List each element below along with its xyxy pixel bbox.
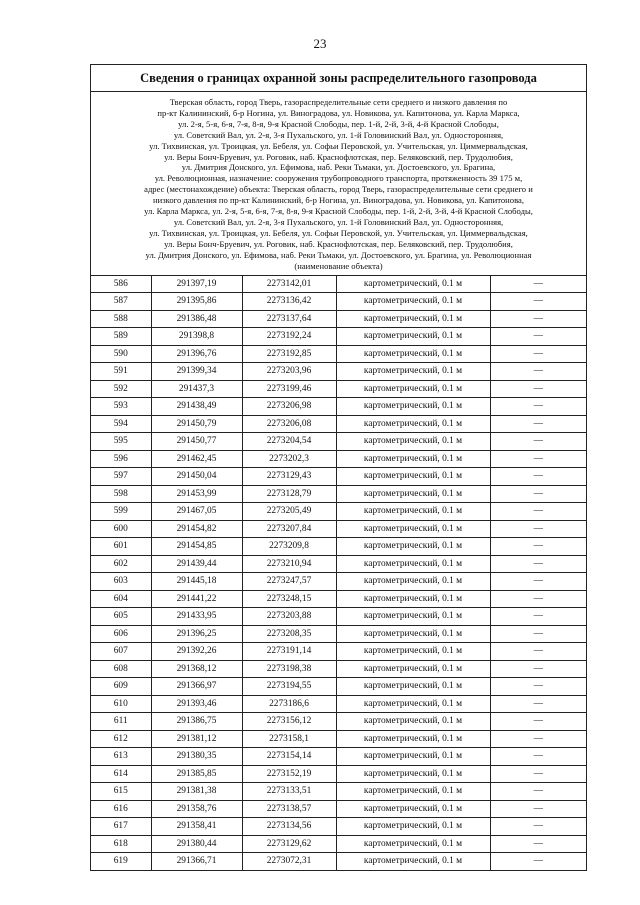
point-number-cell: 618 [91,835,151,853]
point-number-cell: 604 [91,590,151,608]
y-coordinate-cell: 2273208,35 [242,625,336,643]
y-coordinate-cell: 2273198,38 [242,660,336,678]
x-coordinate-cell: 291395,86 [151,293,242,311]
point-number-cell: 609 [91,678,151,696]
point-number-cell: 600 [91,520,151,538]
description-cell: — [490,380,586,398]
table-row [91,695,586,713]
table-row [91,485,586,503]
point-number-cell: 590 [91,345,151,363]
y-coordinate-cell: 2273204,54 [242,433,336,451]
description-cell: — [490,276,586,293]
accuracy-method-cell: картометрический, 0.1 м [336,380,490,398]
y-coordinate-cell: 2273156,12 [242,713,336,731]
point-number-cell: 586 [91,276,151,293]
description-cell: — [490,800,586,818]
object-description [91,92,586,276]
description-cell: — [490,660,586,678]
point-number-cell: 606 [91,625,151,643]
table-row [91,503,586,521]
table-row [91,783,586,801]
accuracy-method-cell: картометрический, 0.1 м [336,485,490,503]
x-coordinate-cell: 291396,25 [151,625,242,643]
table-row [91,538,586,556]
description-cell: — [490,695,586,713]
point-number-cell: 611 [91,713,151,731]
description-cell: — [490,608,586,626]
y-coordinate-cell: 2273072,31 [242,853,336,870]
table-row [91,573,586,591]
point-number-cell: 593 [91,398,151,416]
y-coordinate-cell: 2273138,57 [242,800,336,818]
description-line: адрес (местонахождение) объекта: Тверская область, город Тверь, газораспределительные сети среднего и [144,184,533,195]
x-coordinate-cell: 291358,76 [151,800,242,818]
accuracy-method-cell: картометрический, 0.1 м [336,748,490,766]
accuracy-method-cell: картометрический, 0.1 м [336,328,490,346]
x-coordinate-cell: 291393,46 [151,695,242,713]
point-number-cell: 605 [91,608,151,626]
description-cell: — [490,555,586,573]
table-row [91,730,586,748]
y-coordinate-cell: 2273152,19 [242,765,336,783]
y-coordinate-cell: 2273210,94 [242,555,336,573]
x-coordinate-cell: 291366,97 [151,678,242,696]
accuracy-method-cell: картометрический, 0.1 м [336,730,490,748]
x-coordinate-cell: 291450,04 [151,468,242,486]
table-row [91,643,586,661]
y-coordinate-cell: 2273203,96 [242,363,336,381]
description-cell: — [490,783,586,801]
table-row [91,380,586,398]
x-coordinate-cell: 291454,85 [151,538,242,556]
table-row [91,415,586,433]
y-coordinate-cell: 2273134,56 [242,818,336,836]
description-line: ул. Веры Бонч-Бруевич, ул. Роговик, наб. Краснофлотская, пер. Беляковский, пер. Трудолюбия, [164,151,513,162]
point-number-cell: 616 [91,800,151,818]
point-number-cell: 587 [91,293,151,311]
table-row [91,800,586,818]
point-number-cell: 612 [91,730,151,748]
boundary-table [90,64,587,871]
x-coordinate-cell: 291445,18 [151,573,242,591]
table-row [91,765,586,783]
x-coordinate-cell: 291381,12 [151,730,242,748]
description-cell: — [490,678,586,696]
accuracy-method-cell: картометрический, 0.1 м [336,643,490,661]
table-row [91,608,586,626]
x-coordinate-cell: 291439,44 [151,555,242,573]
y-coordinate-cell: 2273136,42 [242,293,336,311]
table-row [91,748,586,766]
accuracy-method-cell: картометрический, 0.1 м [336,695,490,713]
description-cell: — [490,590,586,608]
description-line: ул. Веры Бонч-Бруевич, ул. Роговик, наб. Краснофлотская, пер. Беляковский, пер. Трудолюбия, [164,238,513,249]
description-cell: — [490,450,586,468]
accuracy-method-cell: картометрический, 0.1 м [336,503,490,521]
x-coordinate-cell: 291396,76 [151,345,242,363]
accuracy-method-cell: картометрический, 0.1 м [336,433,490,451]
y-coordinate-cell: 2273202,3 [242,450,336,468]
point-number-cell: 617 [91,818,151,836]
description-cell: — [490,398,586,416]
table-row [91,310,586,328]
x-coordinate-cell: 291467,05 [151,503,242,521]
y-coordinate-cell: 2273128,79 [242,485,336,503]
accuracy-method-cell: картометрический, 0.1 м [336,398,490,416]
y-coordinate-cell: 2273129,62 [242,835,336,853]
accuracy-method-cell: картометрический, 0.1 м [336,415,490,433]
table-row [91,555,586,573]
description-cell: — [490,503,586,521]
description-cell: — [490,853,586,870]
table-row [91,660,586,678]
description-cell: — [490,748,586,766]
table-row [91,625,586,643]
x-coordinate-cell: 291399,34 [151,363,242,381]
description-cell: — [490,818,586,836]
description-cell: — [490,415,586,433]
y-coordinate-cell: 2273206,08 [242,415,336,433]
point-number-cell: 615 [91,783,151,801]
y-coordinate-cell: 2273205,49 [242,503,336,521]
y-coordinate-cell: 2273192,24 [242,328,336,346]
x-coordinate-cell: 291453,99 [151,485,242,503]
point-number-cell: 591 [91,363,151,381]
y-coordinate-cell: 2273129,43 [242,468,336,486]
y-coordinate-cell: 2273142,01 [242,276,336,293]
description-cell: — [490,765,586,783]
point-number-cell: 599 [91,503,151,521]
description-cell: — [490,345,586,363]
accuracy-method-cell: картометрический, 0.1 м [336,538,490,556]
point-number-cell: 601 [91,538,151,556]
table-row [91,433,586,451]
y-coordinate-cell: 2273206,98 [242,398,336,416]
description-cell: — [490,625,586,643]
description-cell: — [490,433,586,451]
description-cell: — [490,538,586,556]
accuracy-method-cell: картометрический, 0.1 м [336,468,490,486]
description-line: ул. Тихвинская, ул. Троицкая, ул. Бебеля, ул. Софьи Перовской, ул. Учительская, ул. Циммервальдская, [149,140,528,151]
table-row [91,345,586,363]
description-cell: — [490,713,586,731]
accuracy-method-cell: картометрический, 0.1 м [336,818,490,836]
point-number-cell: 588 [91,310,151,328]
y-coordinate-cell: 2273247,57 [242,573,336,591]
accuracy-method-cell: картометрический, 0.1 м [336,853,490,870]
point-number-cell: 596 [91,450,151,468]
object-description-lines [94,97,583,261]
y-coordinate-cell: 2273199,46 [242,380,336,398]
description-line: ул. Дмитрия Донского, ул. Ефимова, наб. Реки Тьмаки, ул. Достоевского, ул. Брагина, [181,162,496,173]
table-row [91,713,586,731]
accuracy-method-cell: картометрический, 0.1 м [336,765,490,783]
point-number-cell: 608 [91,660,151,678]
accuracy-method-cell: картометрический, 0.1 м [336,625,490,643]
table-row [91,835,586,853]
description-line: ул. Революционная, назначение: сооружения трубопроводного транспорта, протяженность 39 175 м, [154,173,523,184]
point-number-cell: 613 [91,748,151,766]
description-cell: — [490,468,586,486]
accuracy-method-cell: картометрический, 0.1 м [336,293,490,311]
y-coordinate-cell: 2273186,6 [242,695,336,713]
accuracy-method-cell: картометрический, 0.1 м [336,590,490,608]
description-cell: — [490,328,586,346]
table-title: Сведения о границах охранной зоны распределительного газопровода [91,65,586,92]
accuracy-method-cell: картометрический, 0.1 м [336,835,490,853]
y-coordinate-cell: 2273207,84 [242,520,336,538]
x-coordinate-cell: 291368,12 [151,660,242,678]
x-coordinate-cell: 291454,82 [151,520,242,538]
point-number-cell: 603 [91,573,151,591]
accuracy-method-cell: картометрический, 0.1 м [336,783,490,801]
description-cell: — [490,643,586,661]
accuracy-method-cell: картометрический, 0.1 м [336,573,490,591]
accuracy-method-cell: картометрический, 0.1 м [336,608,490,626]
accuracy-method-cell: картометрический, 0.1 м [336,713,490,731]
accuracy-method-cell: картометрический, 0.1 м [336,660,490,678]
table-row [91,276,586,293]
y-coordinate-cell: 2273137,64 [242,310,336,328]
table-row [91,853,586,870]
table-row [91,818,586,836]
y-coordinate-cell: 2273194,55 [242,678,336,696]
description-line: Тверская область, город Тверь, газораспределительные сети среднего и низкого давления по [169,97,508,107]
table-row [91,363,586,381]
accuracy-method-cell: картометрический, 0.1 м [336,678,490,696]
accuracy-method-cell: картометрический, 0.1 м [336,310,490,328]
x-coordinate-cell: 291437,3 [151,380,242,398]
description-cell: — [490,310,586,328]
description-line: ул. Карла Маркса, ул. 2-я, 5-я, 6-я, 7-я, 8-я, 9-я Красной Слободы, пер. 1-й, 2-й, 3-й, 4-й Красной Слободы, [144,206,533,217]
description-cell: — [490,573,586,591]
y-coordinate-cell: 2273158,1 [242,730,336,748]
y-coordinate-cell: 2273203,88 [242,608,336,626]
y-coordinate-cell: 2273191,14 [242,643,336,661]
x-coordinate-cell: 291433,95 [151,608,242,626]
description-cell: — [490,485,586,503]
description-line: ул. Советский Вал, ул. 2-я, 3-я Пухальского, ул. 1-й Головинский Вал, ул. Односторонняя, [173,216,504,227]
x-coordinate-cell: 291392,26 [151,643,242,661]
description-cell: — [490,835,586,853]
y-coordinate-cell: 2273133,51 [242,783,336,801]
description-line: пр-кт Калининский, б-р Ногина, ул. Виноградова, ул. Новикова, ул. Капитонова, ул. Карла Маркса, [157,107,520,118]
point-number-cell: 597 [91,468,151,486]
point-number-cell: 607 [91,643,151,661]
y-coordinate-cell: 2273209,8 [242,538,336,556]
description-cell: — [490,730,586,748]
description-line: ул. Тихвинская, ул. Троицкая, ул. Бебеля, ул. Софьи Перовской, ул. Учительская, ул. Циммервальдская, [149,227,528,238]
x-coordinate-cell: 291358,41 [151,818,242,836]
x-coordinate-cell: 291450,79 [151,415,242,433]
point-number-cell: 592 [91,380,151,398]
point-number-cell: 589 [91,328,151,346]
point-number-cell: 594 [91,415,151,433]
y-coordinate-cell: 2273192,85 [242,345,336,363]
object-description-caption: (наименование объекта) [294,260,383,271]
x-coordinate-cell: 291438,49 [151,398,242,416]
x-coordinate-cell: 291380,44 [151,835,242,853]
x-coordinate-cell: 291441,22 [151,590,242,608]
table-row [91,450,586,468]
point-number-cell: 602 [91,555,151,573]
x-coordinate-cell: 291385,85 [151,765,242,783]
description-line: низкого давления по пр-кт Калининский, б-р Ногина, ул. Виноградова, ул. Новикова, ул. Капитонова, [153,195,524,206]
point-number-cell: 619 [91,853,151,870]
y-coordinate-cell: 2273248,15 [242,590,336,608]
description-cell: — [490,520,586,538]
x-coordinate-cell: 291397,19 [151,276,242,293]
description-cell: — [490,363,586,381]
description-line: ул. 2-я, 5-я, 6-я, 7-я, 8-я, 9-я Красной Слободы, пер. 1-й, 2-й, 3-й, 4-й Красной Слободы, [178,118,499,129]
x-coordinate-cell: 291386,48 [151,310,242,328]
accuracy-method-cell: картометрический, 0.1 м [336,345,490,363]
description-cell: — [490,293,586,311]
accuracy-method-cell: картометрический, 0.1 м [336,450,490,468]
table-row [91,328,586,346]
point-number-cell: 598 [91,485,151,503]
page-number: 23 [313,36,327,51]
point-number-cell: 614 [91,765,151,783]
description-line: ул. Дмитрия Донского, ул. Ефимова, наб. Реки Тьмаки, ул. Достоевского, ул. Брагина, ул. Революционная [145,249,532,260]
table-row [91,398,586,416]
x-coordinate-cell: 291381,38 [151,783,242,801]
x-coordinate-cell: 291398,8 [151,328,242,346]
table-row [91,293,586,311]
y-coordinate-cell: 2273154,14 [242,748,336,766]
x-coordinate-cell: 291450,77 [151,433,242,451]
x-coordinate-cell: 291462,45 [151,450,242,468]
accuracy-method-cell: картометрический, 0.1 м [336,800,490,818]
x-coordinate-cell: 291386,75 [151,713,242,731]
x-coordinate-cell: 291380,35 [151,748,242,766]
table-row [91,590,586,608]
description-line: ул. Советский Вал, ул. 2-я, 3-я Пухальского, ул. 1-й Головинский Вал, ул. Односторонняя, [173,129,504,140]
x-coordinate-cell: 291366,71 [151,853,242,870]
table-row [91,468,586,486]
accuracy-method-cell: картометрический, 0.1 м [336,520,490,538]
accuracy-method-cell: картометрический, 0.1 м [336,276,490,293]
table-row [91,678,586,696]
coordinates-table [91,276,586,870]
point-number-cell: 610 [91,695,151,713]
point-number-cell: 595 [91,433,151,451]
accuracy-method-cell: картометрический, 0.1 м [336,555,490,573]
accuracy-method-cell: картометрический, 0.1 м [336,363,490,381]
table-row [91,520,586,538]
